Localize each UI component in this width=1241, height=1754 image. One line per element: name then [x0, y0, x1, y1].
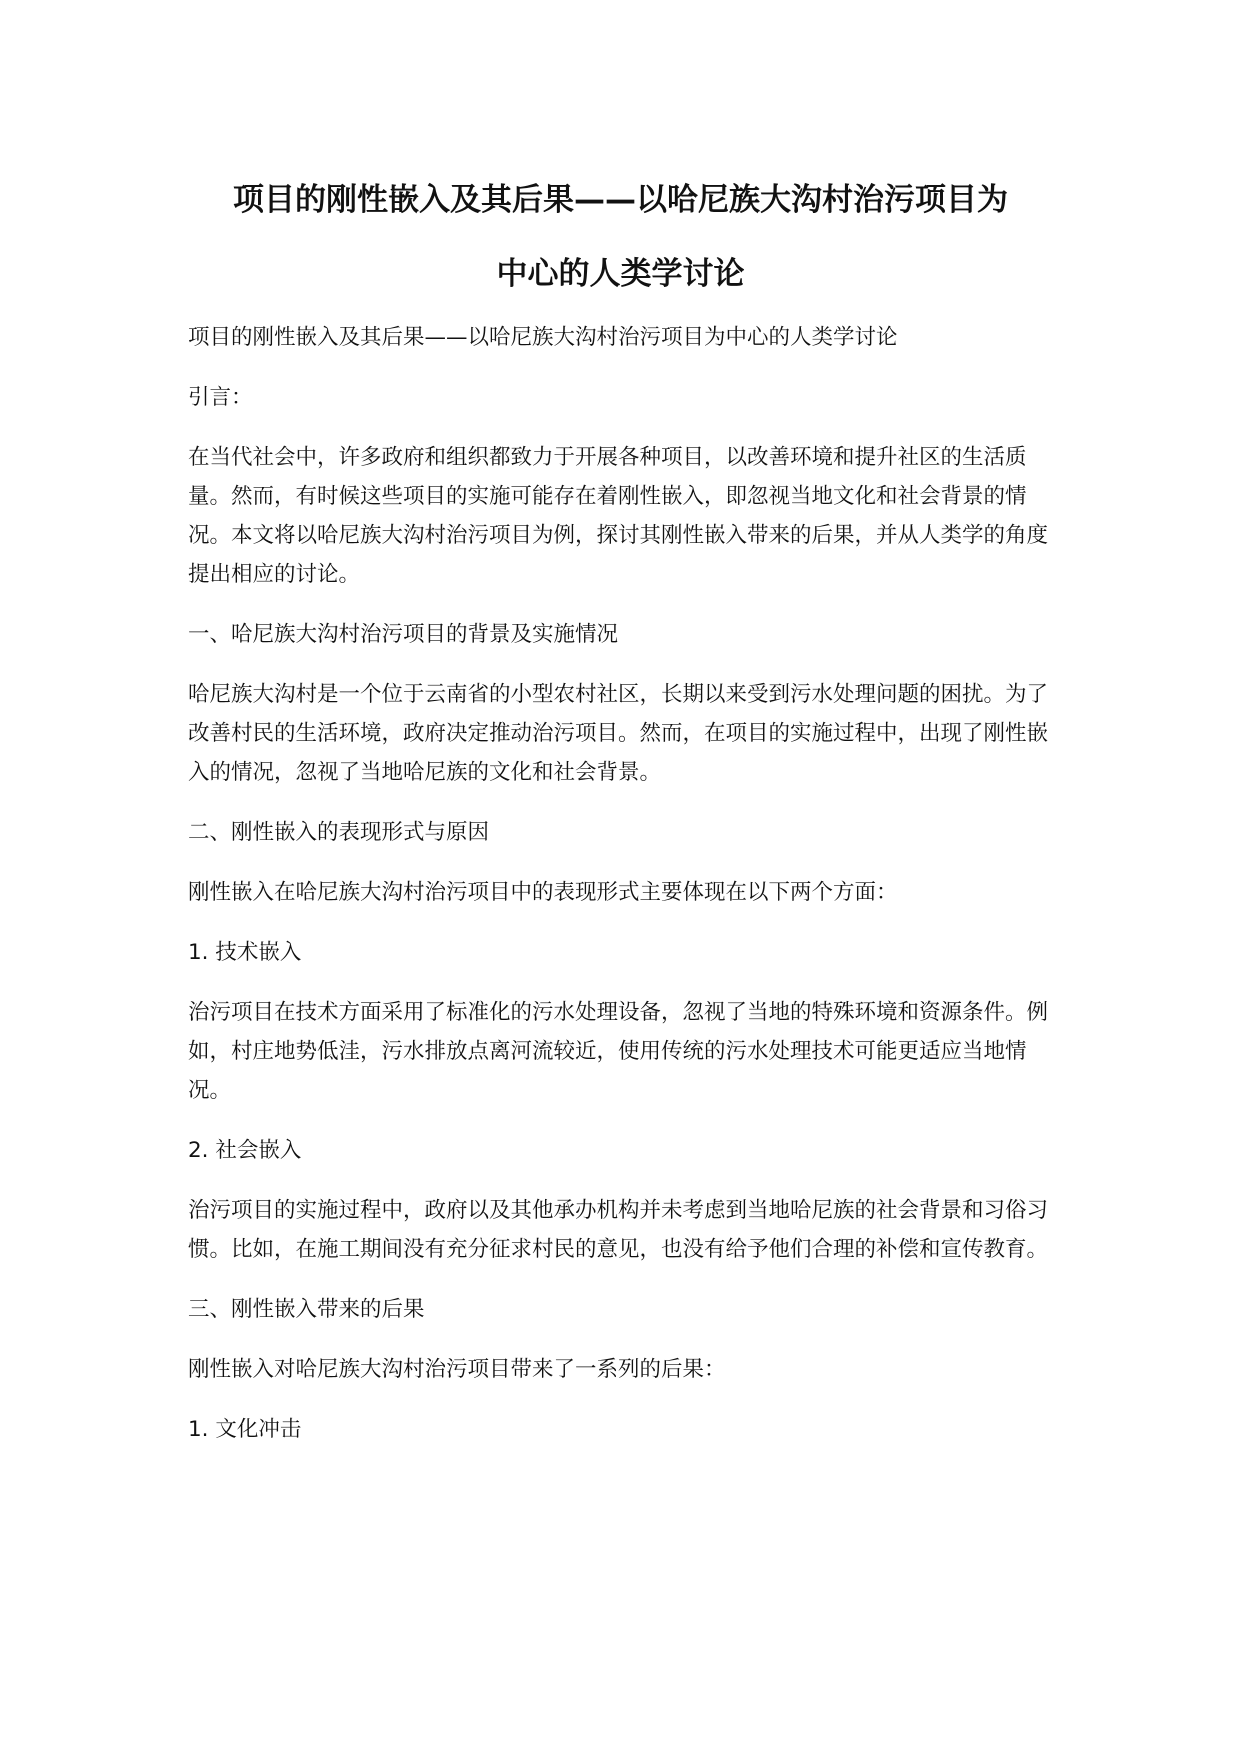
section-3-paragraph: 刚性嵌入对哈尼族大沟村治污项目带来了一系列的后果：: [188, 1357, 726, 1382]
document-body: [188, 318, 1063, 1449]
subsection-technical-paragraph: 治污项目在技术方面采用了标准化的污水处理设备，忽视了当地的特殊环境和资源条件。例如，村庄地势低洼，污水排放点离河流较近，使用传统的污水处理技术可能更适应当地情况。: [188, 1000, 1049, 1103]
subtitle-paragraph: 项目的刚性嵌入及其后果——以哈尼族大沟村治污项目为中心的人类学讨论: [188, 325, 898, 350]
section-1-paragraph: 哈尼族大沟村是一个位于云南省的小型农村社区，长期以来受到污水处理问题的困扰。为了改善村民的生活环境，政府决定推动治污项目。然而，在项目的实施过程中，出现了刚性嵌入的情况，忽视了当地哈尼族的文化和社会背景。: [188, 682, 1049, 785]
section-2-heading: 二、刚性嵌入的表现形式与原因: [188, 820, 490, 845]
intro-heading: 引言：: [188, 385, 253, 410]
section-1-heading: 一、哈尼族大沟村治污项目的背景及实施情况: [188, 622, 619, 647]
subsection-social-heading: 2. 社会嵌入: [188, 1138, 302, 1163]
subsection-technical-heading: 1. 技术嵌入: [188, 940, 302, 965]
subsection-culture-heading: 1. 文化冲击: [188, 1417, 302, 1442]
intro-paragraph: 在当代社会中，许多政府和组织都致力于开展各种项目，以改善环境和提升社区的生活质量。然而，有时候这些项目的实施可能存在着刚性嵌入，即忽视当地文化和社会背景的情况。本文将以哈尼族大沟村治污项目为例，探讨其刚性嵌入带来的后果，并从人类学的角度提出相应的讨论。: [188, 445, 1049, 587]
section-2-paragraph: 刚性嵌入在哈尼族大沟村治污项目中的表现形式主要体现在以下两个方面：: [188, 880, 898, 905]
section-3-heading: 三、刚性嵌入带来的后果: [188, 1297, 425, 1322]
document-title-line-2: 中心的人类学讨论: [496, 256, 745, 292]
document-title-line-1: 项目的刚性嵌入及其后果——以哈尼族大沟村治污项目为: [233, 182, 1008, 218]
subsection-social-paragraph: 治污项目的实施过程中，政府以及其他承办机构并未考虑到当地哈尼族的社会背景和习俗习惯。比如，在施工期间没有充分征求村民的意见，也没有给予他们合理的补偿和宣传教育。: [188, 1198, 1049, 1262]
